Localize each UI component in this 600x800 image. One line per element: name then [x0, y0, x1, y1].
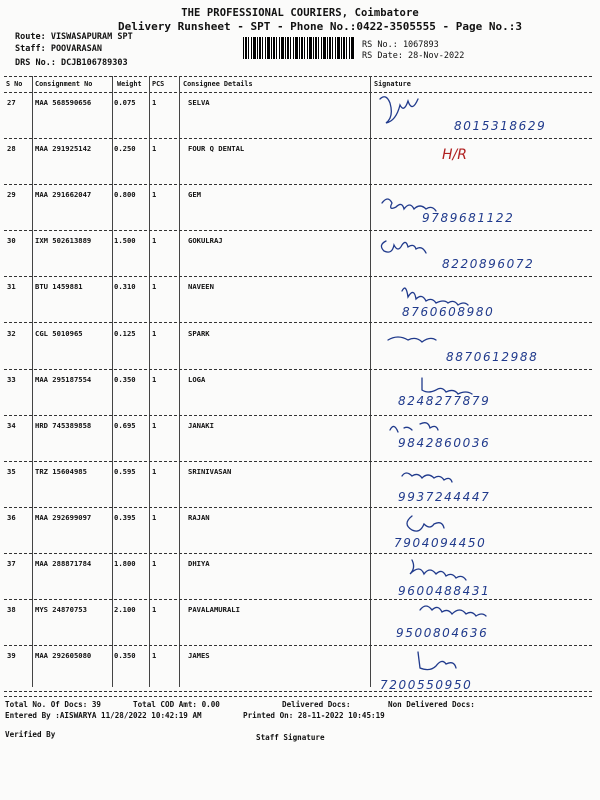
table-row — [0, 462, 600, 508]
header-divider — [4, 76, 592, 77]
row-consignee: JANAKI — [188, 420, 214, 430]
row-pcs: 1 — [152, 374, 157, 384]
row-sno: 33 — [7, 374, 16, 384]
table-row — [0, 370, 600, 416]
row-consignment: HRD 745389858 — [35, 420, 92, 430]
row-weight: 0.800 — [114, 190, 136, 200]
row-pcs: 1 — [152, 512, 157, 522]
row-sno: 39 — [7, 651, 16, 661]
handwritten-phone: 7200550950 — [380, 678, 473, 693]
rs-date: RS Date: 28-Nov-2022 — [362, 51, 465, 61]
col-consignee: Consignee Details — [183, 80, 253, 88]
row-consignee: NAVEEN — [188, 282, 214, 292]
row-consignment: BTU 1459881 — [35, 282, 83, 292]
row-consignee: PAVALAMURALI — [188, 605, 240, 615]
row-sno: 32 — [7, 328, 16, 338]
runsheet-title: Delivery Runsheet - SPT - Phone No.:0422-3505555 - Page No.:3 — [118, 20, 522, 33]
row-weight: 0.350 — [114, 651, 136, 661]
signature-cell — [372, 600, 592, 646]
table-row — [0, 185, 600, 231]
row-sno: 34 — [7, 420, 16, 430]
handwritten-phone: 8870612988 — [446, 349, 539, 364]
signature-cell — [372, 554, 592, 600]
row-pcs: 1 — [152, 466, 157, 476]
signature-cell — [372, 646, 592, 692]
row-consignment: TRZ 15604985 — [35, 466, 87, 476]
handwritten-phone: 8220896072 — [442, 257, 535, 272]
row-weight: 0.125 — [114, 328, 136, 338]
table-row — [0, 600, 600, 646]
table-row — [0, 277, 600, 323]
row-consignment: MAA 568590656 — [35, 98, 92, 107]
table-row — [0, 508, 600, 554]
row-consignment: MYS 24870753 — [35, 605, 87, 615]
row-sno: 27 — [7, 98, 16, 107]
row-sno: 37 — [7, 559, 16, 568]
entered-by: Entered By :AISWARYA 11/28/2022 10:42:19 AM — [5, 711, 202, 720]
row-sno: 36 — [7, 512, 16, 522]
row-consignment: MAA 292699097 — [35, 512, 92, 522]
row-pcs: 1 — [152, 605, 157, 615]
row-consignee: GOKULRAJ — [188, 236, 223, 246]
col-pcs: PCS — [152, 80, 165, 88]
signature-cell — [372, 508, 592, 554]
col-weight: Weight — [117, 80, 142, 88]
table-row — [0, 554, 600, 600]
handwritten-phone: 9500804636 — [396, 626, 489, 641]
row-divider — [4, 691, 592, 692]
table-row — [0, 324, 600, 370]
row-sno: 28 — [7, 144, 16, 154]
total-cod: Total COD Amt: 0.00 — [133, 700, 220, 709]
drs-number: DRS No.: DCJB106789303 — [15, 58, 128, 68]
row-consignee: LOGA — [188, 374, 206, 384]
row-sno: 35 — [7, 466, 16, 476]
row-weight: 0.395 — [114, 512, 136, 522]
total-docs: Total No. Of Docs: 39 — [5, 700, 102, 709]
table-row — [0, 93, 600, 139]
row-sno: 38 — [7, 605, 16, 615]
row-consignee: SRINIVASAN — [188, 466, 232, 476]
col-consignment: Consignment No — [35, 80, 93, 88]
row-consignment: MAA 291925142 — [35, 144, 92, 154]
footer-divider — [4, 696, 592, 697]
col-signature: Signature — [374, 80, 411, 88]
row-pcs: 1 — [152, 190, 157, 200]
row-consignment: MAA 295187554 — [35, 374, 92, 384]
row-consignee: JAMES — [188, 651, 210, 661]
printed-on: Printed On: 28-11-2022 10:45:19 — [243, 711, 385, 720]
row-consignee: SELVA — [188, 98, 210, 107]
row-sno: 30 — [7, 236, 16, 246]
row-weight: 0.595 — [114, 466, 136, 476]
table-row — [0, 646, 600, 692]
signature-cell — [372, 93, 592, 139]
delivered-docs: Delivered Docs: — [282, 700, 351, 709]
row-consignment: MAA 288871784 — [35, 559, 92, 568]
row-consignee: RAJAN — [188, 512, 210, 522]
handwritten-phone: 8760608980 — [402, 305, 495, 320]
col-sno: S No — [6, 80, 23, 88]
row-weight: 0.310 — [114, 282, 136, 292]
signature-cell — [372, 324, 592, 370]
row-pcs: 1 — [152, 651, 157, 661]
table-row — [0, 416, 600, 462]
row-weight: 0.350 — [114, 374, 136, 384]
row-consignment: MAA 292605080 — [35, 651, 92, 661]
non-delivered-docs: Non Delivered Docs: — [388, 700, 475, 709]
row-consignment: IXM 502613889 — [35, 236, 92, 246]
verified-by: Verified By — [5, 730, 56, 739]
handwritten-phone: 9789681122 — [422, 211, 515, 226]
row-consignee: DHIYA — [188, 559, 210, 568]
table-row — [0, 139, 600, 185]
row-pcs: 1 — [152, 98, 157, 107]
row-consignment: MAA 291662047 — [35, 190, 92, 200]
row-consignee: FOUR Q DENTAL — [188, 144, 245, 154]
handwritten-phone: 8248277879 — [398, 393, 491, 408]
staff-signature: Staff Signature — [256, 733, 325, 742]
signature-cell — [372, 462, 592, 508]
staff: Staff: POOVARASAN — [15, 44, 102, 54]
row-sno: 29 — [7, 190, 16, 200]
row-pcs: 1 — [152, 144, 157, 154]
row-weight: 2.100 — [114, 605, 136, 615]
row-weight: 0.075 — [114, 98, 136, 107]
handwritten-phone: 9937244447 — [398, 489, 491, 504]
row-weight: 0.695 — [114, 420, 136, 430]
row-consignment: CGL 5010965 — [35, 328, 83, 338]
row-consignee: SPARK — [188, 328, 210, 338]
row-pcs: 1 — [152, 420, 157, 430]
handwritten-phone: 7904094450 — [394, 535, 487, 550]
row-sno: 31 — [7, 282, 16, 292]
row-pcs: 1 — [152, 236, 157, 246]
row-weight: 1.800 — [114, 559, 136, 568]
signature-cell — [372, 185, 592, 231]
signature-cell — [372, 139, 592, 185]
signature-cell — [372, 370, 592, 416]
row-weight: 0.250 — [114, 144, 136, 154]
handwritten-phone: 9600488431 — [398, 584, 491, 598]
rs-number: RS No.: 1067893 — [362, 40, 439, 50]
row-pcs: 1 — [152, 559, 157, 568]
row-pcs: 1 — [152, 282, 157, 292]
handwritten-phone: 9842860036 — [398, 435, 491, 450]
table-row — [0, 231, 600, 277]
row-pcs: 1 — [152, 328, 157, 338]
row-weight: 1.500 — [114, 236, 136, 246]
signature-cell — [372, 416, 592, 462]
handwritten-signature — [372, 370, 592, 416]
barcode — [243, 37, 355, 59]
return-mark: H/R — [442, 147, 467, 164]
row-consignee: GEM — [188, 190, 201, 200]
signature-cell — [372, 277, 592, 323]
signature-cell — [372, 231, 592, 277]
company-name: THE PROFESSIONAL COURIERS, Coimbatore — [181, 7, 419, 19]
handwritten-phone: 8015318629 — [454, 119, 547, 133]
route: Route: VISWASAPURAM SPT — [15, 32, 133, 42]
